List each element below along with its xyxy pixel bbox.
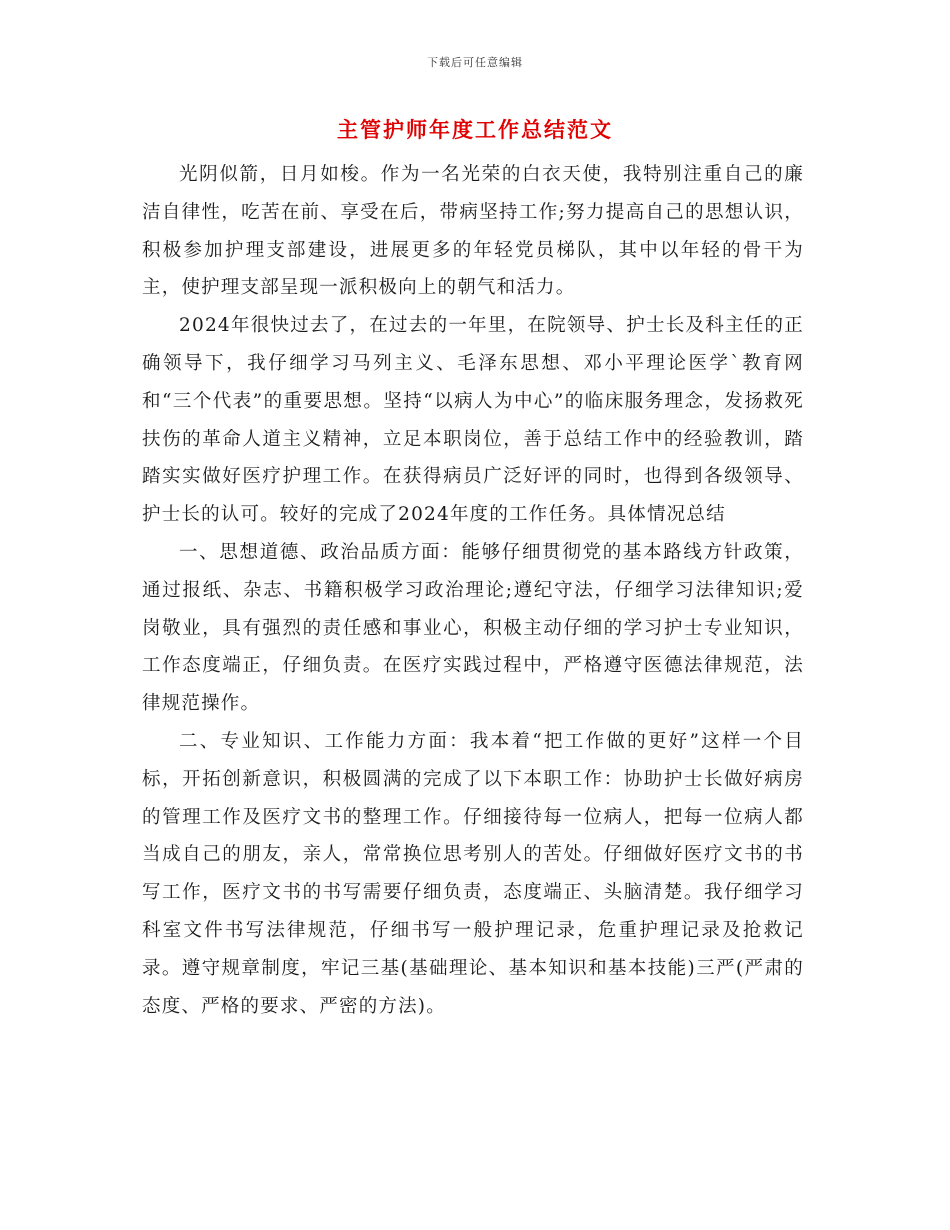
document-title: 主管护师年度工作总结范文 — [337, 117, 613, 142]
paragraph-intro: 光阴似箭，日月如梭。作为一名光荣的白衣天使，我特别注重自己的廉洁自律性，吃苦在前、享受在后，带病坚持工作;努力提高自己的思想认识，积极参加护理支部建设，进展更多的年轻党员梯队，其中以年轻的骨干为主，使护理支部呈现一派积极向上的朝气和活力。 — [142, 164, 804, 299]
paragraph-summary: 2024年很快过去了，在过去的一年里，在院领导、护士长及科主任的正确领导下，我仔细学习马列主义、毛泽东思想、邓小平理论医学`教育网和“三个代表”的重要思想。坚持“以病人为中心”的临床服务理念，发扬救死扶伤的革命人道主义精神，立足本职岗位，善于总结工作中的经验教训，踏踏实实做好医疗护理工作。在获得病员广泛好评的同时，也得到各级领导、护士长的认可。较好的完成了2024年度的工作任务。具体情况总结 — [142, 315, 804, 526]
paragraph-section-2: 二、专业知识、工作能力方面：我本着“把工作做的更好”这样一个目标，开拓创新意识，积极圆满的完成了以下本职工作：协助护士长做好病房的管理工作及医疗文书的整理工作。仔细接待每一位病人，把每一位病人都当成自己的朋友，亲人，常常换位思考别人的苦处。仔细做好医疗文书的书写工作，医疗文书的书写需要仔细负责，态度端正、头脑清楚。我仔细学习科室文件书写法律规范，仔细书写一般护理记录，危重护理记录及抢救记录。遵守规章制度，牢记三基(基础理论、基本知识和基本技能)三严(严肃的态度、严格的要求、严密的方法)。 — [142, 730, 804, 1017]
header-note: 下载后可任意编辑 — [427, 56, 523, 69]
document-body — [142, 156, 804, 1025]
paragraph-section-1: 一、思想道德、政治品质方面：能够仔细贯彻党的基本路线方针政策，通过报纸、杂志、书籍积极学习政治理论;遵纪守法，仔细学习法律知识;爱岗敬业，具有强烈的责任感和事业心，积极主动仔细的学习护士专业知识，工作态度端正，仔细负责。在医疗实践过程中，严格遵守医德法律规范，法律规范操作。 — [142, 541, 804, 715]
